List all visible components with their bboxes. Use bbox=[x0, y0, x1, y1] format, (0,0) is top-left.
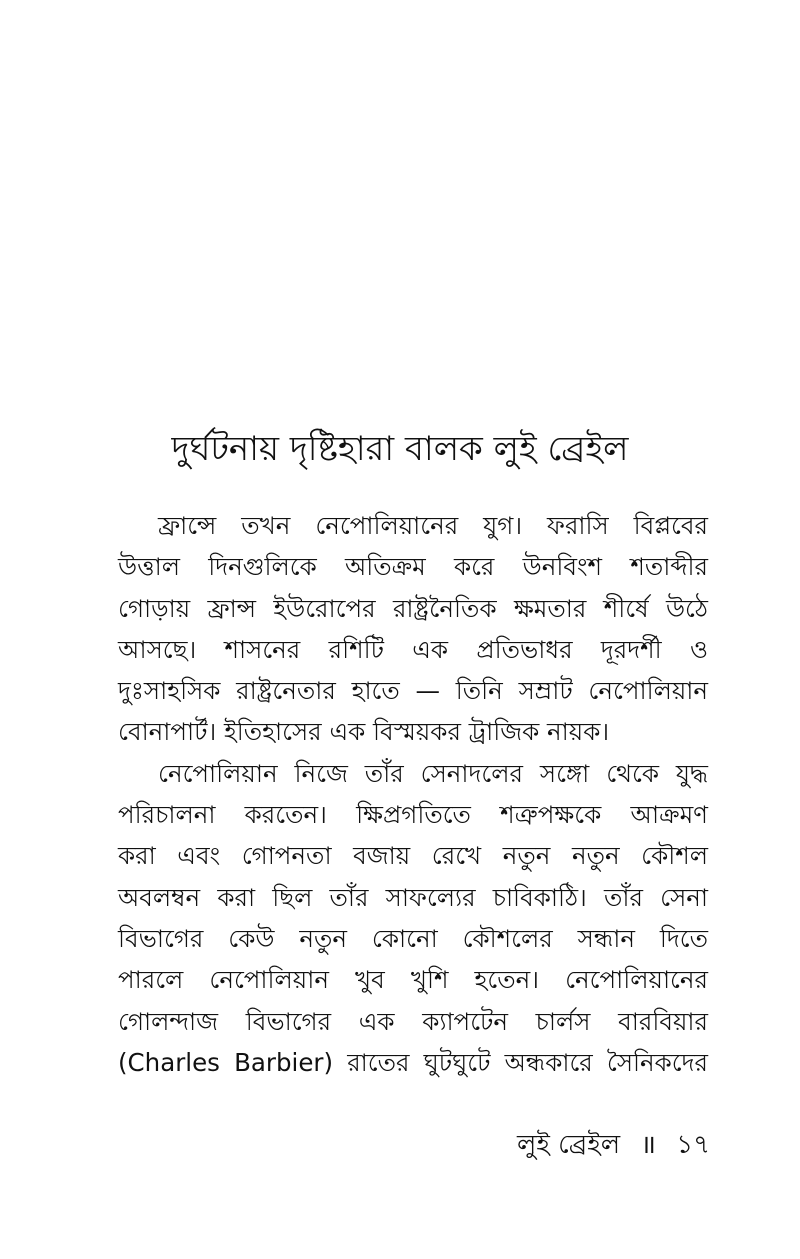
text-line: পরিচালনা করতেন। ক্ষিপ্রগতিতে শত্রুপক্ষকে আক্রমণ bbox=[118, 800, 708, 830]
text-line: ফ্রান্সে তখন নেপোলিয়ানের যুগ। ফরাসি বিপ্লবের bbox=[158, 511, 708, 540]
text-line: বোনাপার্ট। ইতিহাসের এক বিস্ময়কর ট্রাজিক নায়ক। bbox=[118, 717, 610, 747]
text-line: গোলন্দাজ বিভাগের এক ক্যাপটেন চার্লস বারবিয়ার bbox=[118, 1006, 708, 1036]
page-number: ১৭ bbox=[676, 1130, 710, 1160]
text-line: পারলে নেপোলিয়ান খুব খুশি হতেন। নেপোলিয়ানের bbox=[118, 965, 708, 995]
footer-separator: ॥ bbox=[640, 1130, 656, 1160]
text-line: উত্তাল দিনগুলিকে অতিক্রম করে উনবিংশ শতাব্দীর bbox=[118, 552, 708, 582]
text-line: আসছে। শাসনের রশিটি এক প্রতিভাধর দূরদর্শী ও bbox=[118, 634, 708, 664]
text-line: বিভাগের কেউ নতুন কোনো কৌশলের সন্ধান দিতে bbox=[118, 923, 708, 953]
chapter-title: দুর্ঘটনায় দৃষ্টিহারা বালক লুই ব্রেইল bbox=[171, 429, 629, 469]
text-line: দুঃসাহসিক রাষ্ট্রনেতার হাতে — তিনি সম্রাট নেপোলিয়ান bbox=[118, 676, 708, 706]
running-title: লুই ব্রেইল bbox=[517, 1130, 621, 1160]
text-line: গোড়ায় ফ্রান্স ইউরোপের রাষ্ট্রনৈতিক ক্ষমতার শীর্ষে উঠে bbox=[118, 593, 708, 623]
text-line: অবলম্বন করা ছিল তাঁর সাফল্যের চাবিকাঠি। তাঁর সেনা bbox=[118, 882, 708, 912]
text-line: করা এবং গোপনতা বজায় রেখে নতুন নতুন কৌশল bbox=[118, 841, 708, 871]
text-line: নেপোলিয়ান নিজে তাঁর সেনাদলের সঙ্গো থেকে যুদ্ধ bbox=[158, 758, 708, 788]
text-line: (Charles Barbier) রাতের ঘুটঘুটে অন্ধকারে সৈনিকদের bbox=[118, 1047, 708, 1077]
body-text bbox=[118, 505, 708, 1083]
page-footer bbox=[517, 1125, 710, 1165]
